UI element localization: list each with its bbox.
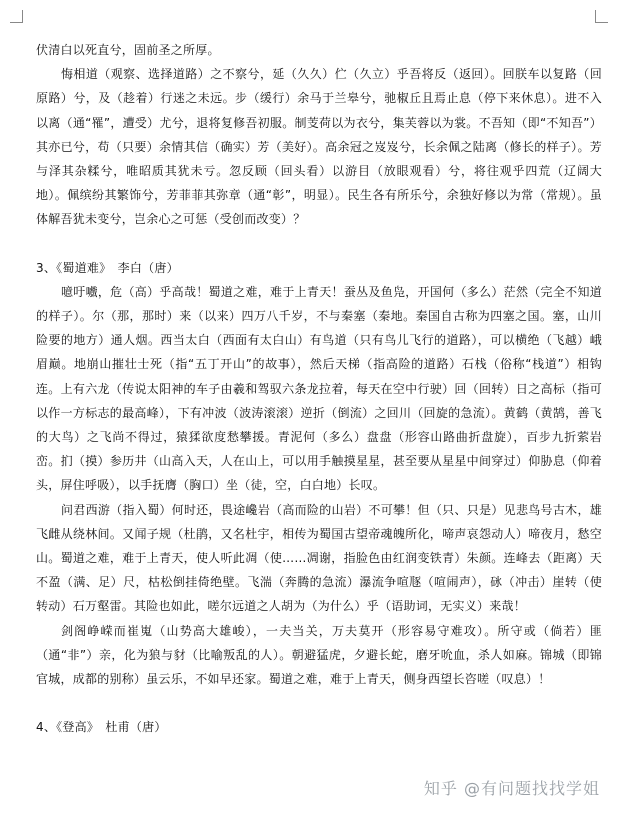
section-heading-denggao: 4、《登高》 杜甫（唐） bbox=[36, 720, 167, 735]
lisao-paragraph: 悔相道（观察、选择道路）之不察兮，延（久久）伫（久立）乎吾将反（返回）。回朕车以复路（回原路）兮，及（趁着）行迷之未远。步（缓行）余马于兰皋兮，驰椒丘且焉止息（停下来休息）。进不入以离（通“罹”，遭受）尤兮，退将复修吾初服。制芰荷以为衣兮，集芙蓉以为裳。不吾知（即“不知吾”）其亦已兮，苟（只要）余情其信（确实）芳（美好）。高余冠之岌岌兮，长余佩之陆离（修长的样子）。芳与泽其杂糅兮，唯昭质其犹未亏。忽反顾（回头看）以游目（放眼观看）兮，将往观乎四荒（辽阔大地）。佩缤纷其繁饰兮，芳菲菲其弥章（通“彰”，明显）。民生各有所乐兮，余独好修以为常（常规）。虽体解吾犹未变兮，岂余心之可惩（受创而改变）？ bbox=[36, 67, 602, 227]
page-corner-mark-left bbox=[10, 10, 23, 23]
section-heading-shudaonan: 3、《蜀道难》 李白（唐） bbox=[36, 260, 179, 275]
page-corner-mark-right bbox=[595, 10, 608, 23]
zhihu-watermark: 知乎 @有问题找找学姐 bbox=[423, 779, 600, 798]
intro-line: 伏清白以死直兮，固前圣之所厚。 bbox=[36, 43, 220, 57]
section-gap bbox=[36, 691, 602, 715]
shudaonan-paragraph-2: 问君西游（指入蜀）何时还，畏途巉岩（高而险的山岩）不可攀！但（只、只是）见悲鸟号古木，雄飞雌从绕林间。又闻子规（杜鹃，又名杜宇，相传为蜀国古望帝魂魄所化，啼声哀怨动人）啼夜月，愁空山。蜀道之难，难于上青天，使人听此凋（使……凋谢，指脸色由红润变铁青）朱颜。连峰去（距离）天不盈（满、足）尺，枯松倒挂倚绝壁。飞湍（奔腾的急流）瀑流争喧豗（喧闹声），砯（冲击）崖转（使转动）石万壑雷。其险也如此，嗟尔远道之人胡为（为什么）乎（语助词，无实义）来哉！ bbox=[36, 502, 602, 614]
shudaonan-paragraph-1: 噫吁嚱，危（高）乎高哉！蜀道之难，难于上青天！蚕丛及鱼凫，开国何（多么）茫然（完全不知道的样子）。尔（那，那时）来（以来）四万八千岁，不与秦塞（秦地。秦国自古称为四塞之国。塞，山川险要的地方）通人烟。西当太白（西面有太白山）有鸟道（只有鸟儿飞行的道路），可以横绝（飞越）峨眉巅。地崩山摧壮士死（指“五丁开山”的故事），然后天梯（指高险的道路）石栈（俗称“栈道”）相钩连。上有六龙（传说太阳神的车子由羲和驾驭六条龙拉着，每天在空中行驶）回（回转）日之高标（指可以作一方标志的最高峰），下有冲波（波涛滚滚）逆折（倒流）之回川（回旋的急流）。黄鹤（黄鹄，善飞的大鸟）之飞尚不得过，猿猱欲度愁攀援。青泥何（多么）盘盘（形容山路曲折盘旋），百步九折萦岩峦。扪（摸）参历井（山高入天，人在山上，可以用手触摸星星，甚至要从星星中间穿过）仰胁息（仰着头，屏住呼吸），以手抚膺（胸口）坐（徒，空，白白地）长叹。 bbox=[36, 284, 602, 493]
shudaonan-paragraph-3: 剑阁峥嵘而崔嵬（山势高大雄峻），一夫当关，万夫莫开（形容易守难攻）。所守或（倘若）匪（通“非”）亲，化为狼与豺（比喻叛乱的人）。朝避猛虎，夕避长蛇，磨牙吮血，杀人如麻。锦城（即锦官城，成都的别称）虽云乐，不如早还家。蜀道之难，难于上青天，侧身西望长咨嗟（叹息）！ bbox=[36, 623, 602, 687]
document-page bbox=[36, 38, 602, 739]
section-gap bbox=[36, 232, 602, 256]
